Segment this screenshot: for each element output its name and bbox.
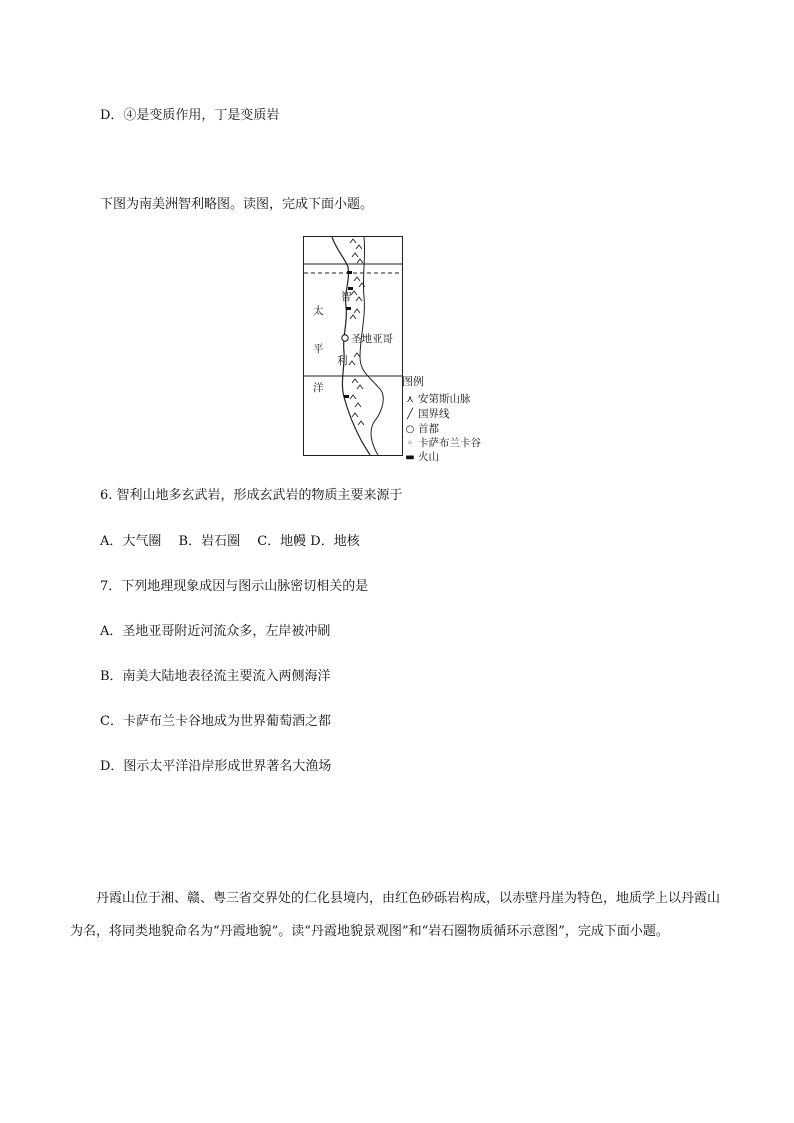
legend-title: 图例 — [402, 375, 424, 388]
legend-item-capital: ○ 首都 — [405, 423, 439, 435]
legend-item-border: ╱ 国界线 — [404, 406, 450, 421]
question-6-options: A．大气圈 B．岩石圈 C．地幔 D．地核 — [100, 534, 360, 549]
question-6: 6. 智利山地多玄武岩，形成玄武岩的物质主要来源于 — [100, 488, 403, 503]
question-7-option-b: B．南美大陆地表径流主要流入两侧海洋 — [100, 669, 331, 684]
question-7-option-a: A．圣地亚哥附近河流众多，左岸被冲刷 — [100, 624, 331, 639]
option-d-previous: D．④是变质作用，丁是变质岩 — [100, 108, 280, 123]
mountain-icon: ⋏ — [406, 394, 414, 405]
map-intro: 下图为南美洲智利略图。读图，完成下面小题。 — [100, 197, 374, 212]
volcano-icon: ▬ — [405, 452, 415, 463]
legend-item-volcano: ▬ 火山 — [405, 451, 439, 463]
danxia-passage: 丹霞山位于湘、赣、粤三省交界处的仁化县境内，由红色砂砾岩构成，以赤壁丹崖为特色，地质学上以丹霞山为名，将同类地貌命名为“丹霞地貌”。读“丹霞地貌景观图”和“岩石圈物质循环示意图”，完成下面小题。 — [70, 891, 721, 939]
question-7-option-c: C．卡萨布兰卡谷地成为世界葡萄酒之都 — [100, 714, 331, 729]
border-icon: ╱ — [406, 409, 414, 420]
question-7: 7．下列地理现象成因与图示山脉密切相关的是 — [100, 579, 369, 594]
ocean-char-1: 太 — [313, 305, 324, 317]
ocean-char-2: 平 — [313, 343, 324, 355]
question-7-option-d: D．图示太平洋沿岸形成世界著名大渔场 — [100, 759, 332, 774]
legend-item-valley: ◦ 卡萨布兰卡谷 — [404, 435, 481, 450]
country-char-2: 利 — [337, 355, 348, 367]
chile-map — [303, 236, 403, 456]
valley-icon: ◦ — [407, 438, 413, 449]
capital-icon: ○ — [405, 424, 415, 435]
ocean-char-3: 洋 — [313, 382, 324, 394]
country-char-1: 智 — [341, 291, 352, 303]
legend-item-mountain: ⋏ 安第斯山脉 — [404, 391, 471, 406]
capital-label: 圣地亚哥 — [351, 333, 393, 345]
